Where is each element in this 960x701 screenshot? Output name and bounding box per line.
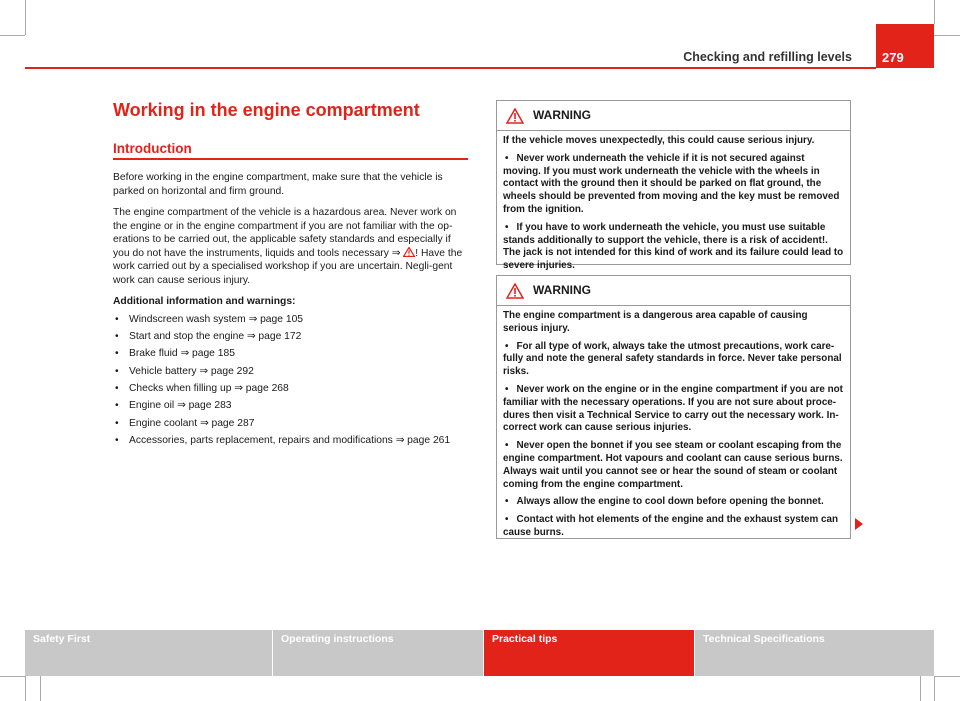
- footer-tab-safety-first[interactable]: Safety First: [25, 630, 272, 676]
- list-item[interactable]: • Brake fluid ⇒ page 185: [113, 347, 470, 361]
- list-item[interactable]: • Accessories, parts replacement, repairs and modifications ⇒ page 261: [113, 434, 470, 448]
- crop-mark: [40, 676, 41, 701]
- reference-list: [113, 313, 470, 448]
- footer-tab-operating-instructions[interactable]: Operating instructions: [273, 630, 483, 676]
- list-item[interactable]: • Start and stop the engine ⇒ page 172: [113, 330, 470, 344]
- crop-mark: [0, 676, 25, 677]
- warning-bullet: • Never open the bonnet if you see steam or coolant escaping from the engine compartment. Hot vapours and coolant can cause serious burns. Always wait until you cannot see or hear the sound of steam or coolant coming from the engine compartment.: [503, 440, 844, 491]
- crop-mark: [25, 0, 26, 35]
- crop-mark: [934, 676, 960, 677]
- header-rule: [25, 67, 876, 69]
- warning-bullet: • Contact with hot elements of the engine and the exhaust system can cause burns.: [503, 514, 844, 540]
- footer-tab-practical-tips[interactable]: Practical tips: [484, 630, 694, 676]
- warning-header: [497, 101, 850, 131]
- list-item[interactable]: • Vehicle battery ⇒ page 292: [113, 365, 470, 379]
- warning-triangle-icon: [403, 247, 415, 257]
- intro-paragraph-2-tail: ! Have the work carried out by a specialised workshop if you are uncertain. Negli-gent work can cause serious injury.: [113, 247, 463, 286]
- subtitle-rule: [113, 158, 468, 160]
- continue-arrow-icon: [855, 518, 863, 530]
- section-subtitle: Introduction: [113, 141, 192, 156]
- warning-box-1: [496, 100, 851, 272]
- warning-lead: The engine compartment is a dangerous area capable of causing serious injury.: [503, 310, 808, 334]
- warning-bullet: • Never work on the engine or in the engine compartment if you are not familiar with the necessary operations. If you are not sure about proce-dures then visit a Technical Service to carry out the necessary work. In-correct work can cause serious injuries.: [503, 384, 844, 435]
- additional-info-label: Additional information and warnings:: [113, 296, 296, 307]
- running-header: Checking and refilling levels: [683, 50, 852, 64]
- warning-body: [497, 131, 850, 284]
- crop-mark: [0, 35, 25, 36]
- section-title: Working in the engine compartment: [113, 100, 420, 120]
- list-item[interactable]: • Engine coolant ⇒ page 287: [113, 417, 470, 431]
- warning-triangle-icon: [506, 283, 524, 299]
- crop-mark: [934, 676, 935, 701]
- warning-bullet: • If you have to work underneath the vehicle, you must use suitable stands additionally to support the vehicle, there is a risk of accident!. The jack is not intended for this kind of work and its failure could lead to severe injuries.: [503, 222, 844, 273]
- warning-body: [497, 306, 850, 551]
- warning-lead: If the vehicle moves unexpectedly, this could cause serious injury.: [503, 135, 815, 146]
- warning-triangle-icon: [506, 108, 524, 124]
- list-item[interactable]: • Engine oil ⇒ page 283: [113, 399, 470, 413]
- warning-bullet: • Never work underneath the vehicle if it is not secured against moving. If you must work underneath the vehicle with the wheels in contact with the ground then it should be parked on flat ground, the wheels should be prevented from moving and the key must be removed from the ignition.: [503, 153, 844, 217]
- footer-tab-technical-specifications[interactable]: Technical Specifications: [695, 630, 934, 676]
- crop-mark: [920, 676, 921, 701]
- warning-title: WARNING: [533, 108, 591, 122]
- warning-bullet: • For all type of work, always take the utmost precautions, work care-fully and note the general safety standards in force. Never take personal risks.: [503, 341, 844, 379]
- warning-box-2: [496, 275, 851, 539]
- intro-paragraph-1: Before working in the engine compartment, make sure that the vehicle is parked on horizontal and firm ground.: [113, 172, 443, 197]
- list-item[interactable]: • Checks when filling up ⇒ page 268: [113, 382, 470, 396]
- warning-header: [497, 276, 850, 306]
- intro-column: [113, 171, 470, 452]
- page-number: 279: [876, 24, 934, 68]
- warning-title: WARNING: [533, 283, 591, 297]
- list-item[interactable]: • Windscreen wash system ⇒ page 105: [113, 313, 470, 327]
- crop-mark: [25, 676, 26, 701]
- crop-mark: [934, 0, 935, 24]
- warning-bullet: • Always allow the engine to cool down before opening the bonnet.: [503, 496, 844, 509]
- intro-paragraph-2-text: The engine compartment of the vehicle is a hazardous area. Never work on the engine or in the engine compartment if you are not familiar with the op-erations to be carried out, the applicable safety standards and especially if you do not have the instruments, liquids and tools necessary ⇒: [113, 207, 457, 259]
- intro-paragraph-2: [113, 206, 470, 287]
- crop-mark: [934, 35, 960, 36]
